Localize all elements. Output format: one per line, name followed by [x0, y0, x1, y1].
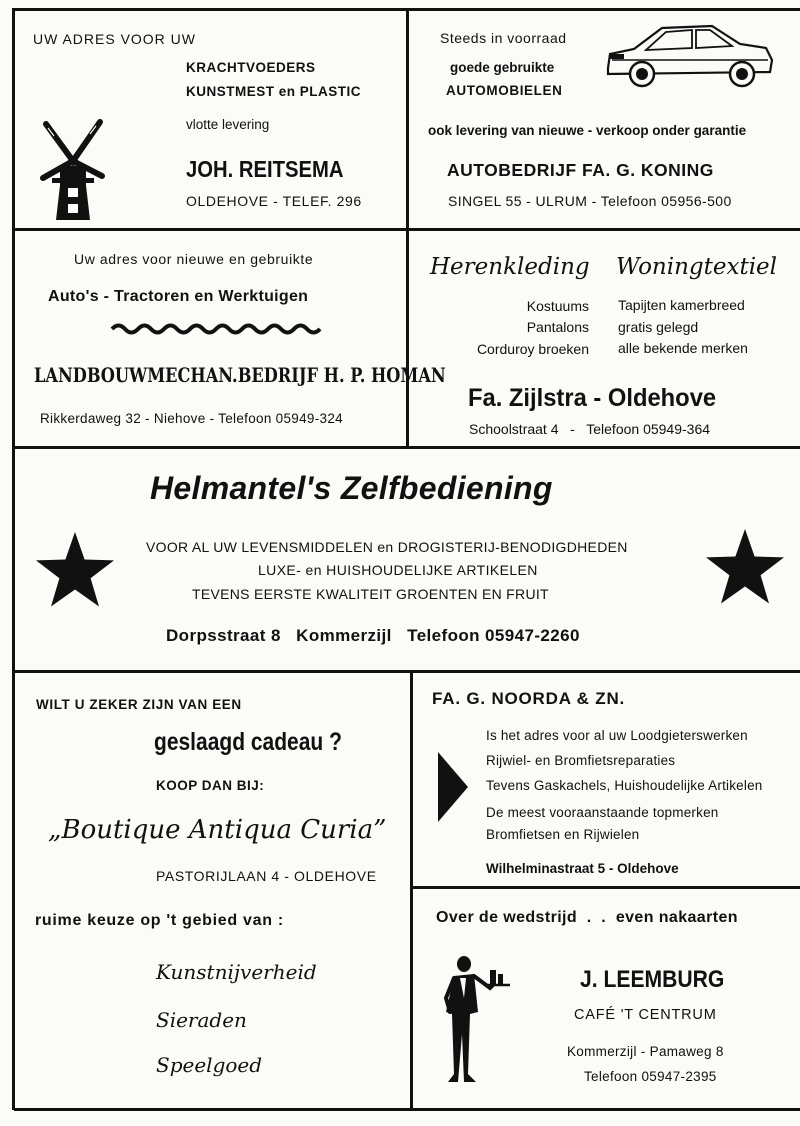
helmantel-line1: VOOR AL UW LEVENSMIDDELEN en DROGISTERIJ-BENODIGDHEDEN — [146, 539, 628, 555]
noorda-line: De meest vooraanstaande topmerken — [486, 805, 719, 820]
zijlstra-left-item: Pantalons — [526, 319, 589, 335]
homan-line2: Auto's - Tractoren en Werktuigen — [48, 288, 309, 305]
leemburg-name: J. LEEMBURG — [580, 966, 725, 993]
leemburg-address1: Kommerzijl - Pamaweg 8 — [567, 1044, 724, 1059]
boutique-item: Sieraden — [156, 1008, 247, 1032]
koning-address: SINGEL 55 - ULRUM - Telefoon 05956-500 — [448, 193, 732, 209]
helmantel-line2: LUXE- en HUISHOUDELIJKE ARTIKELEN — [258, 562, 538, 578]
helmantel-title: Helmantel's Zelfbediening — [150, 470, 553, 506]
homan-name: LANDBOUWMECHAN.BEDRIJF H. P. HOMAN — [34, 363, 446, 387]
noorda-line: Is het adres voor al uw Loodgieterswerken — [486, 728, 748, 743]
noorda-line: Rijwiel- en Bromfietsreparaties — [486, 753, 676, 768]
koning-line3: AUTOMOBIELEN — [446, 83, 563, 98]
divider — [14, 1108, 800, 1111]
noorda-address: Wilhelminastraat 5 - Oldehove — [486, 861, 679, 876]
waiter-icon — [440, 954, 516, 1086]
reitsema-line2: KUNSTMEST en PLASTIC — [186, 84, 362, 99]
zijlstra-name: Fa. Zijlstra - Oldehove — [468, 384, 717, 412]
zijlstra-left-item: Kostuums — [526, 298, 589, 314]
zijlstra-left-item: Corduroy broeken — [476, 341, 589, 357]
koning-name: AUTOBEDRIJF FA. G. KONING — [447, 160, 714, 180]
homan-address: Rikkerdaweg 32 - Niehove - Telefoon 05949-324 — [40, 411, 343, 426]
noorda-name: FA. G. NOORDA & ZN. — [432, 689, 626, 708]
koning-line2: goede gebruikte — [450, 60, 555, 75]
reitsema-line1: KRACHTVOEDERS — [186, 60, 316, 75]
zijlstra-heading-left: Herenkleding — [430, 254, 590, 280]
boutique-line1: WILT U ZEKER ZIJN VAN EEN — [36, 697, 242, 712]
boutique-line4: ruime keuze op 't gebied van : — [35, 912, 284, 929]
star-icon — [704, 529, 786, 607]
helmantel-address: Dorpsstraat 8 Kommerzijl Telefoon 05947-2260 — [166, 626, 580, 645]
koning-line1: Steeds in voorraad — [440, 30, 567, 46]
helmantel-line3: TEVENS EERSTE KWALITEIT GROENTEN EN FRUIT — [192, 586, 549, 602]
boutique-line2: geslaagd cadeau ? — [154, 728, 342, 756]
divider — [12, 670, 800, 673]
reitsema-line3: vlotte levering — [186, 117, 270, 132]
boutique-line3: KOOP DAN BIJ: — [156, 778, 265, 793]
boutique-name: „Boutique Antiqua Curia” — [48, 815, 387, 845]
zijlstra-address: Schoolstraat 4 - Telefoon 05949-364 — [469, 421, 711, 437]
boutique-item: Speelgoed — [156, 1053, 263, 1077]
windmill-icon — [38, 116, 108, 222]
zijlstra-right-item: Tapijten kamerbreed — [618, 297, 745, 313]
divider — [410, 670, 413, 1110]
noorda-line: Tevens Gaskachels, Huishoudelijke Artikelen — [486, 778, 763, 793]
zijlstra-right-item: gratis gelegd — [618, 319, 699, 335]
divider — [12, 8, 15, 1110]
koning-line4: ook levering van nieuwe - verkoop onder garantie — [428, 123, 747, 138]
wavy-divider — [112, 322, 320, 336]
noorda-line: Bromfietsen en Rijwielen — [486, 827, 640, 842]
car-icon — [604, 16, 776, 92]
boutique-item: Kunstnijverheid — [156, 960, 317, 984]
leemburg-sub: CAFÉ 'T CENTRUM — [574, 1007, 717, 1023]
star-icon — [34, 532, 116, 610]
boutique-address: PASTORIJLAAN 4 - OLDEHOVE — [156, 868, 377, 884]
divider — [410, 886, 800, 889]
leemburg-address2: Telefoon 05947-2395 — [584, 1069, 717, 1084]
reitsema-intro: UW ADRES VOOR UW — [33, 31, 197, 47]
zijlstra-right-item: alle bekende merken — [618, 340, 748, 356]
reitsema-address: OLDEHOVE - TELEF. 296 — [186, 193, 362, 209]
homan-line1: Uw adres voor nieuwe en gebruikte — [74, 251, 314, 267]
zijlstra-heading-right: Woningtextiel — [616, 254, 778, 280]
leemburg-line1: Over de wedstrijd . . even nakaarten — [436, 909, 738, 926]
reitsema-name: JOH. REITSEMA — [186, 156, 344, 182]
triangle-arrow-icon — [438, 752, 470, 822]
